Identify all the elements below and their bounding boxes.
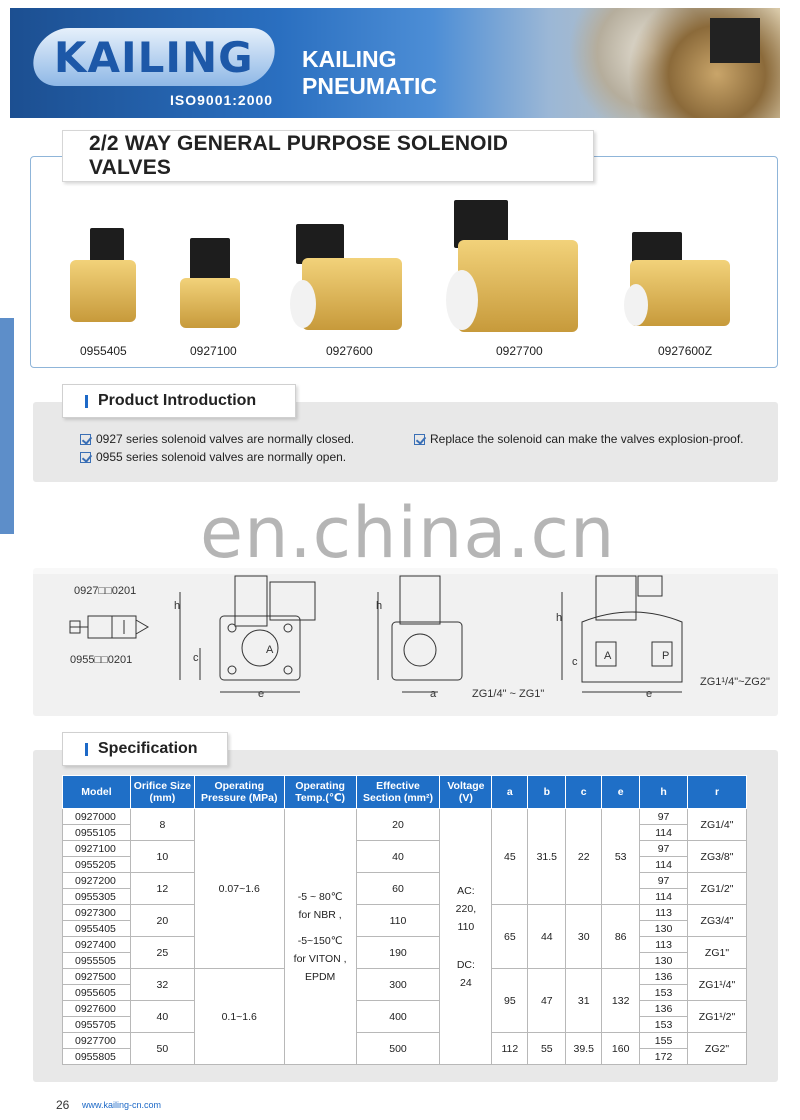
section-cell: 110 — [356, 905, 440, 937]
column-header: Orifice Size (mm) — [130, 776, 194, 809]
model-cell: 0927400 — [63, 937, 131, 953]
orifice-cell: 32 — [130, 969, 194, 1001]
model-cell: 0927600 — [63, 1001, 131, 1017]
model-cell: 0955605 — [63, 985, 131, 1001]
table-row — [63, 905, 747, 921]
table-row — [63, 969, 747, 985]
model-cell: 0927700 — [63, 1033, 131, 1049]
table-row — [63, 841, 747, 857]
dim-b-cell: 44 — [528, 905, 566, 969]
column-header: Voltage (V) — [440, 776, 492, 809]
port-label-a: A — [266, 644, 274, 656]
product-code: 0927700 — [496, 344, 543, 358]
intro-heading: Product Introduction — [98, 392, 257, 409]
product-code: 0927600Z — [658, 344, 713, 358]
pressure-cell: 0.07~1.6 — [194, 809, 284, 969]
table-row — [63, 1033, 747, 1049]
orifice-cell: 25 — [130, 937, 194, 969]
column-header: b — [528, 776, 566, 809]
dim-h-cell: 113 — [640, 905, 688, 921]
orifice-cell: 12 — [130, 873, 194, 905]
spec-heading-tab — [62, 732, 228, 766]
column-header: Operating Pressure (MPa) — [194, 776, 284, 809]
product-code: 0927600 — [326, 344, 373, 358]
dim-c-cell: 22 — [566, 809, 602, 905]
table-row — [63, 809, 747, 825]
model-cell: 0955205 — [63, 857, 131, 873]
dim-c-cell: 30 — [566, 905, 602, 969]
dim-h-cell: 153 — [640, 1017, 688, 1033]
dim-b-cell: 31.5 — [528, 809, 566, 905]
dim-a-cell: 65 — [492, 905, 528, 969]
intro-heading-tab — [62, 384, 296, 418]
spec-heading: Specification — [98, 740, 198, 757]
product-card — [60, 200, 150, 358]
model-cell: 0927200 — [63, 873, 131, 889]
orifice-cell: 40 — [130, 1001, 194, 1033]
product-card — [618, 200, 738, 358]
dim-h-cell: 155 — [640, 1033, 688, 1049]
port-label-p: P — [662, 650, 670, 662]
dim-a-cell: 112 — [492, 1033, 528, 1065]
dim-label-e: e — [646, 688, 653, 700]
valve-side-view-drawing — [372, 572, 482, 707]
intro-item: 0927 series solenoid valves are normally closed. — [80, 432, 354, 446]
page-number: 26 — [56, 1098, 70, 1112]
dim-h-cell: 97 — [640, 873, 688, 889]
orifice-cell: 20 — [130, 905, 194, 937]
title-tab — [62, 130, 594, 182]
model-cell: 0927300 — [63, 905, 131, 921]
dim-h-cell: 113 — [640, 937, 688, 953]
checkbox-icon — [414, 434, 425, 445]
temp-cell: -5 ~ 80℃ for NBR , -5~150℃ for VITON , EPDM — [284, 809, 356, 1065]
header-valve-image — [570, 8, 780, 118]
section-cell: 40 — [356, 841, 440, 873]
side-accent-bar — [0, 318, 14, 534]
product-photo — [440, 200, 580, 340]
thread-cell: ZG1/2" — [688, 873, 747, 905]
dim-label-h: h — [376, 600, 383, 612]
product-card — [440, 200, 580, 358]
company-name — [302, 46, 437, 100]
thread-range-large: ZG1¹/4"~ZG2" — [700, 676, 770, 688]
dim-e-cell: 132 — [602, 969, 640, 1033]
dim-a-cell: 45 — [492, 809, 528, 905]
model-cell: 0927000 — [63, 809, 131, 825]
dim-c-cell: 31 — [566, 969, 602, 1033]
column-header: a — [492, 776, 528, 809]
section-cell: 190 — [356, 937, 440, 969]
product-card — [282, 200, 412, 358]
model-cell: 0955705 — [63, 1017, 131, 1033]
product-photo — [282, 200, 412, 330]
dim-c-cell: 39.5 — [566, 1033, 602, 1065]
dim-label-e: e — [258, 688, 265, 700]
dim-label-h: h — [174, 600, 181, 612]
pressure-cell: 0.1~1.6 — [194, 969, 284, 1065]
dim-h-cell: 114 — [640, 857, 688, 873]
column-header: e — [602, 776, 640, 809]
section-cell: 400 — [356, 1001, 440, 1033]
thread-cell: ZG1¹/4" — [688, 969, 747, 1001]
model-cell: 0955105 — [63, 825, 131, 841]
dim-label-h: h — [556, 612, 563, 624]
valve-large-view-drawing — [552, 572, 702, 707]
watermark: en.china.cn — [200, 492, 616, 574]
product-photo — [618, 200, 738, 330]
column-header: Model — [63, 776, 131, 809]
model-cell: 0927500 — [63, 969, 131, 985]
section-cell: 500 — [356, 1033, 440, 1065]
website-link[interactable]: www.kailing-cn.com — [82, 1100, 162, 1110]
dim-label-c: c — [193, 652, 199, 664]
table-row — [63, 1001, 747, 1017]
product-card — [172, 200, 262, 358]
valve-symbol-icon — [66, 610, 156, 646]
dim-h-cell: 136 — [640, 969, 688, 985]
column-header: Effective Section (mm²) — [356, 776, 440, 809]
model-cell: 0955805 — [63, 1049, 131, 1065]
dim-h-cell: 172 — [640, 1049, 688, 1065]
company-line-2: PNEUMATIC — [302, 73, 438, 99]
orifice-cell: 10 — [130, 841, 194, 873]
thread-cell: ZG1" — [688, 937, 747, 969]
dim-h-cell: 114 — [640, 825, 688, 841]
section-cell: 60 — [356, 873, 440, 905]
thread-cell: ZG3/8" — [688, 841, 747, 873]
dim-h-cell: 130 — [640, 953, 688, 969]
valve-front-view-drawing — [170, 572, 340, 707]
orifice-cell: 8 — [130, 809, 194, 841]
dim-e-cell: 86 — [602, 905, 640, 969]
section-cell: 300 — [356, 969, 440, 1001]
table-row — [63, 873, 747, 889]
column-header: Operating Temp.(℃) — [284, 776, 356, 809]
product-photo — [60, 200, 150, 330]
thread-cell: ZG1¹/2" — [688, 1001, 747, 1033]
product-photo — [172, 200, 262, 330]
thread-cell: ZG3/4" — [688, 905, 747, 937]
intro-item: Replace the solenoid can make the valves explosion-proof. — [414, 432, 744, 446]
logo-text: KAILING — [54, 32, 254, 82]
dim-label-a: a — [430, 688, 437, 700]
thread-range-small: ZG1/4" ~ ZG1" — [472, 688, 545, 700]
dim-h-cell: 153 — [640, 985, 688, 1001]
checkbox-icon — [80, 452, 91, 463]
section-cell: 20 — [356, 809, 440, 841]
dim-h-cell: 136 — [640, 1001, 688, 1017]
dim-h-cell: 130 — [640, 921, 688, 937]
voltage-cell: AC: 220, 110 DC: 24 — [440, 809, 492, 1065]
dim-b-cell: 47 — [528, 969, 566, 1033]
intro-item: 0955 series solenoid valves are normally open. — [80, 450, 346, 464]
dim-h-cell: 97 — [640, 841, 688, 857]
table-row — [63, 937, 747, 953]
model-cell: 0955505 — [63, 953, 131, 969]
model-cell: 0927100 — [63, 841, 131, 857]
brand-logo — [28, 28, 280, 86]
product-code: 0955405 — [80, 344, 127, 358]
header-banner — [10, 8, 780, 118]
column-header: c — [566, 776, 602, 809]
thread-cell: ZG2" — [688, 1033, 747, 1065]
dim-h-cell: 114 — [640, 889, 688, 905]
company-line-1: KAILING — [302, 46, 397, 72]
column-header: r — [688, 776, 747, 809]
symbol-code-no: 0955□□0201 — [70, 654, 133, 666]
product-code: 0927100 — [190, 344, 237, 358]
dim-e-cell: 160 — [602, 1033, 640, 1065]
dim-b-cell: 55 — [528, 1033, 566, 1065]
dim-h-cell: 97 — [640, 809, 688, 825]
dim-e-cell: 53 — [602, 809, 640, 905]
port-label-a: A — [604, 650, 612, 662]
model-cell: 0955405 — [63, 921, 131, 937]
checkbox-icon — [80, 434, 91, 445]
spec-table — [62, 775, 747, 1065]
orifice-cell: 50 — [130, 1033, 194, 1065]
thread-cell: ZG1/4" — [688, 809, 747, 841]
dim-a-cell: 95 — [492, 969, 528, 1033]
iso-certification: ISO9001:2000 — [170, 92, 274, 108]
symbol-code-nc: 0927□□0201 — [74, 585, 137, 597]
table-header-row — [63, 776, 747, 809]
model-cell: 0955305 — [63, 889, 131, 905]
page-title: 2/2 WAY GENERAL PURPOSE SOLENOID VALVES — [89, 132, 509, 179]
dim-label-c: c — [572, 656, 578, 668]
column-header: h — [640, 776, 688, 809]
